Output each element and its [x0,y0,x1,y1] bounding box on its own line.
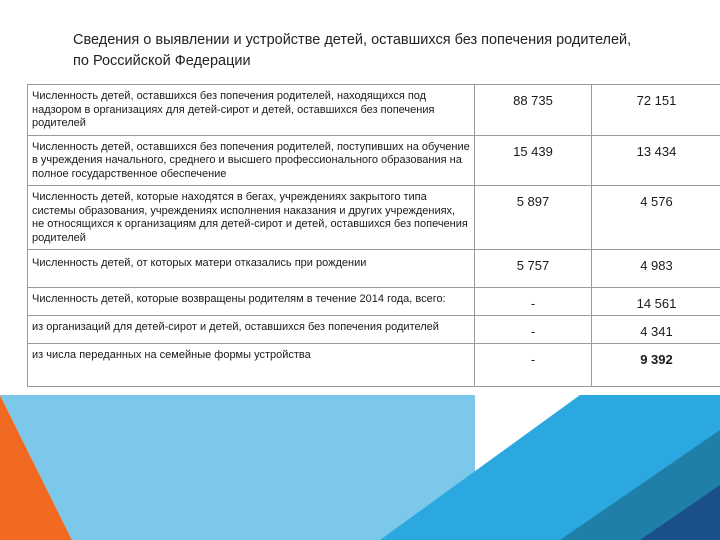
table-row [28,85,720,136]
value-col2: 9 392 [592,343,720,387]
statistics-table [27,84,720,387]
table-row [28,287,720,315]
table-row [28,135,720,186]
table-row [28,250,720,288]
value-col1: 5 897 [475,186,592,250]
light-blue-band [0,395,475,540]
value-col1: - [475,287,592,315]
row-label: Численность детей, оставшихся без попечения родителей, поступивших на обучение в учреждения начального, среднего и высшего профессионального образования на полное государственное обеспечение [28,135,475,186]
value-col2: 4 341 [592,315,720,343]
table-row [28,315,720,343]
slide-title: Сведения о выявлении и устройстве детей, оставшихся без попечения родителей, по Российской Федерации [73,32,632,69]
table-row [28,343,720,387]
row-label: Численность детей, которые возвращены родителям в течение 2014 года, всего: [28,287,475,315]
row-label: из числа переданных на семейные формы устройства [28,343,475,387]
row-label: Численность детей, которые находятся в бегах, учреждениях закрытого типа системы образования, учреждениях исполнения наказания и других учреждениях, не относящихся к организациям для детей-сирот и детей, оставшихся без попечения родителей [28,186,475,250]
row-label: Численность детей, оставшихся без попечения родителей, находящихся под надзором в организациях для детей-сирот и детей, оставшихся без попечения родителей [28,85,475,136]
value-col1: 5 757 [475,250,592,288]
value-col2: 4 983 [592,250,720,288]
value-col2: 72 151 [592,85,720,136]
value-col1: - [475,315,592,343]
row-label: из организаций для детей-сирот и детей, оставшихся без попечения родителей [28,315,475,343]
value-col1: 15 439 [475,135,592,186]
value-col2: 13 434 [592,135,720,186]
table-row [28,186,720,250]
value-col2: 4 576 [592,186,720,250]
value-col1: 88 735 [475,85,592,136]
row-label: Численность детей, от которых матери отказались при рождении [28,250,475,288]
value-col1: - [475,343,592,387]
value-col2: 14 561 [592,287,720,315]
